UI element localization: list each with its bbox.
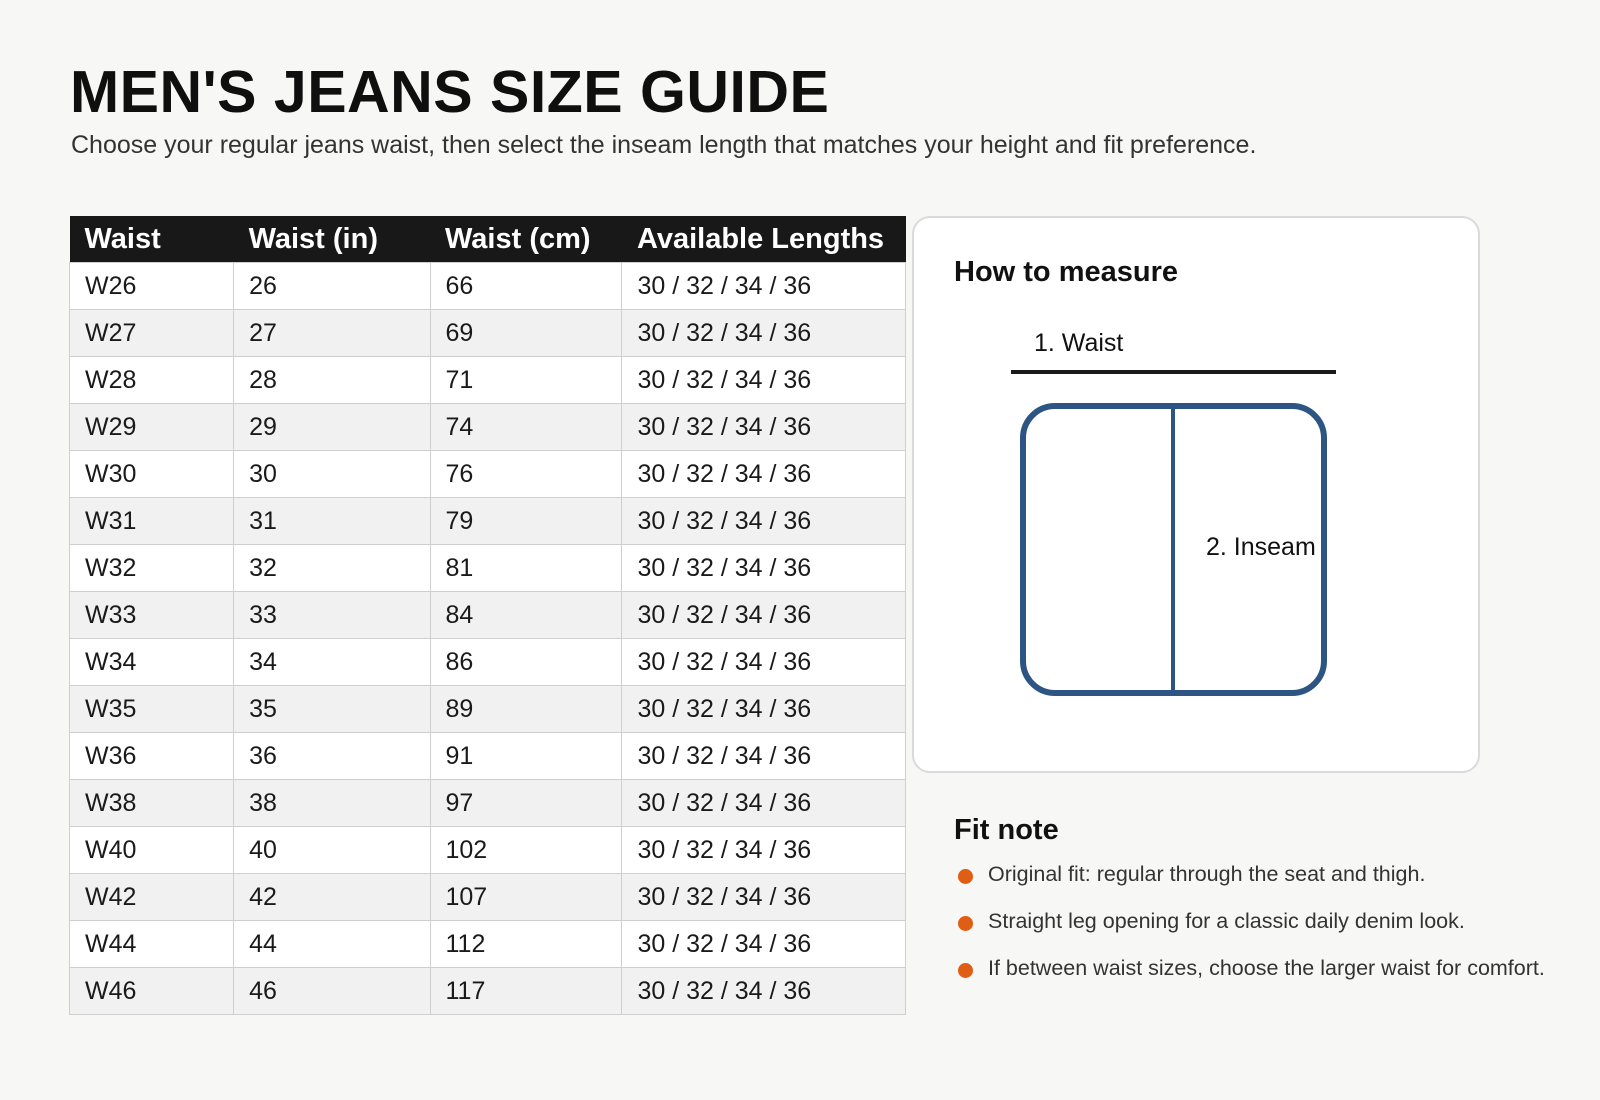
fit-note-text: If between waist sizes, choose the larger waist for comfort. (988, 956, 1545, 980)
cell-waist: W26 (70, 263, 234, 310)
cell-available-lengths: 30 / 32 / 34 / 36 (622, 780, 906, 827)
cell-waist-cm: 107 (430, 874, 622, 921)
fit-note-text: Straight leg opening for a classic daily denim look. (988, 909, 1465, 933)
cell-waist-in: 36 (234, 733, 430, 780)
cell-waist-cm: 71 (430, 357, 622, 404)
table-row (70, 545, 906, 592)
table-row (70, 968, 906, 1015)
cell-available-lengths: 30 / 32 / 34 / 36 (622, 592, 906, 639)
fit-note-item (954, 954, 1545, 1001)
cell-available-lengths: 30 / 32 / 34 / 36 (622, 498, 906, 545)
cell-waist-cm: 76 (430, 451, 622, 498)
cell-waist: W27 (70, 310, 234, 357)
header-waist-in: Waist (in) (234, 216, 430, 263)
cell-available-lengths: 30 / 32 / 34 / 36 (622, 639, 906, 686)
cell-waist-cm: 102 (430, 827, 622, 874)
page-title: MEN'S JEANS SIZE GUIDE (70, 59, 830, 125)
fit-note-list (954, 860, 1545, 1001)
bullet-dot-icon (958, 963, 973, 978)
cell-waist-cm: 89 (430, 686, 622, 733)
cell-waist-in: 35 (234, 686, 430, 733)
cell-waist-in: 28 (234, 357, 430, 404)
table-row (70, 686, 906, 733)
cell-waist: W44 (70, 921, 234, 968)
table-row (70, 263, 906, 310)
cell-available-lengths: 30 / 32 / 34 / 36 (622, 357, 906, 404)
table-row (70, 357, 906, 404)
inseam-label: 2. Inseam (1206, 533, 1316, 561)
cell-waist-cm: 84 (430, 592, 622, 639)
cell-waist: W46 (70, 968, 234, 1015)
waist-label: 1. Waist (1034, 329, 1124, 357)
cell-waist: W38 (70, 780, 234, 827)
cell-waist-in: 27 (234, 310, 430, 357)
cell-available-lengths: 30 / 32 / 34 / 36 (622, 263, 906, 310)
cell-available-lengths: 30 / 32 / 34 / 36 (622, 968, 906, 1015)
table-row (70, 498, 906, 545)
cell-available-lengths: 30 / 32 / 34 / 36 (622, 874, 906, 921)
cell-waist-cm: 69 (430, 310, 622, 357)
table-body (70, 263, 906, 1015)
cell-available-lengths: 30 / 32 / 34 / 36 (622, 733, 906, 780)
header-available-lengths: Available Lengths (622, 216, 906, 263)
cell-available-lengths: 30 / 32 / 34 / 36 (622, 686, 906, 733)
table-row (70, 874, 906, 921)
cell-waist-in: 46 (234, 968, 430, 1015)
table-row (70, 733, 906, 780)
bullet-dot-icon (958, 869, 973, 884)
table-row (70, 451, 906, 498)
cell-waist: W35 (70, 686, 234, 733)
cell-waist-in: 31 (234, 498, 430, 545)
cell-waist: W40 (70, 827, 234, 874)
cell-waist: W34 (70, 639, 234, 686)
table-row (70, 921, 906, 968)
cell-waist-cm: 86 (430, 639, 622, 686)
cell-waist: W32 (70, 545, 234, 592)
table-row (70, 310, 906, 357)
cell-waist-in: 33 (234, 592, 430, 639)
bullet-dot-icon (958, 916, 973, 931)
cell-waist-in: 32 (234, 545, 430, 592)
cell-available-lengths: 30 / 32 / 34 / 36 (622, 404, 906, 451)
table-row (70, 592, 906, 639)
fit-note-item (954, 860, 1545, 907)
cell-waist-in: 40 (234, 827, 430, 874)
cell-waist-in: 26 (234, 263, 430, 310)
cell-waist-cm: 97 (430, 780, 622, 827)
cell-waist: W36 (70, 733, 234, 780)
cell-waist: W42 (70, 874, 234, 921)
cell-available-lengths: 30 / 32 / 34 / 36 (622, 827, 906, 874)
cell-waist-cm: 79 (430, 498, 622, 545)
table-row (70, 404, 906, 451)
cell-waist-cm: 91 (430, 733, 622, 780)
cell-available-lengths: 30 / 32 / 34 / 36 (622, 921, 906, 968)
cell-available-lengths: 30 / 32 / 34 / 36 (622, 310, 906, 357)
jeans-measure-diagram (914, 218, 1482, 775)
cell-waist: W28 (70, 357, 234, 404)
cell-waist-in: 42 (234, 874, 430, 921)
fit-note-title: Fit note (954, 814, 1059, 846)
header-waist-cm: Waist (cm) (430, 216, 622, 263)
cell-waist: W30 (70, 451, 234, 498)
cell-waist-in: 38 (234, 780, 430, 827)
cell-waist-cm: 112 (430, 921, 622, 968)
cell-waist: W31 (70, 498, 234, 545)
page-subtitle: Choose your regular jeans waist, then select the inseam length that matches your height and fit preference. (71, 131, 1257, 159)
cell-waist-in: 29 (234, 404, 430, 451)
how-to-measure-card (912, 216, 1480, 773)
cell-waist-cm: 74 (430, 404, 622, 451)
cell-waist-in: 30 (234, 451, 430, 498)
cell-available-lengths: 30 / 32 / 34 / 36 (622, 545, 906, 592)
table-row (70, 780, 906, 827)
size-table (69, 216, 906, 1015)
table-header-row (70, 216, 906, 263)
table-row (70, 639, 906, 686)
table-row (70, 827, 906, 874)
cell-waist-in: 34 (234, 639, 430, 686)
cell-available-lengths: 30 / 32 / 34 / 36 (622, 451, 906, 498)
header-waist: Waist (70, 216, 234, 263)
fit-note-item (954, 907, 1545, 954)
cell-waist-in: 44 (234, 921, 430, 968)
how-to-measure-title: How to measure (954, 256, 1178, 288)
cell-waist-cm: 117 (430, 968, 622, 1015)
cell-waist: W33 (70, 592, 234, 639)
cell-waist: W29 (70, 404, 234, 451)
cell-waist-cm: 66 (430, 263, 622, 310)
cell-waist-cm: 81 (430, 545, 622, 592)
fit-note-text: Original fit: regular through the seat and thigh. (988, 862, 1426, 886)
